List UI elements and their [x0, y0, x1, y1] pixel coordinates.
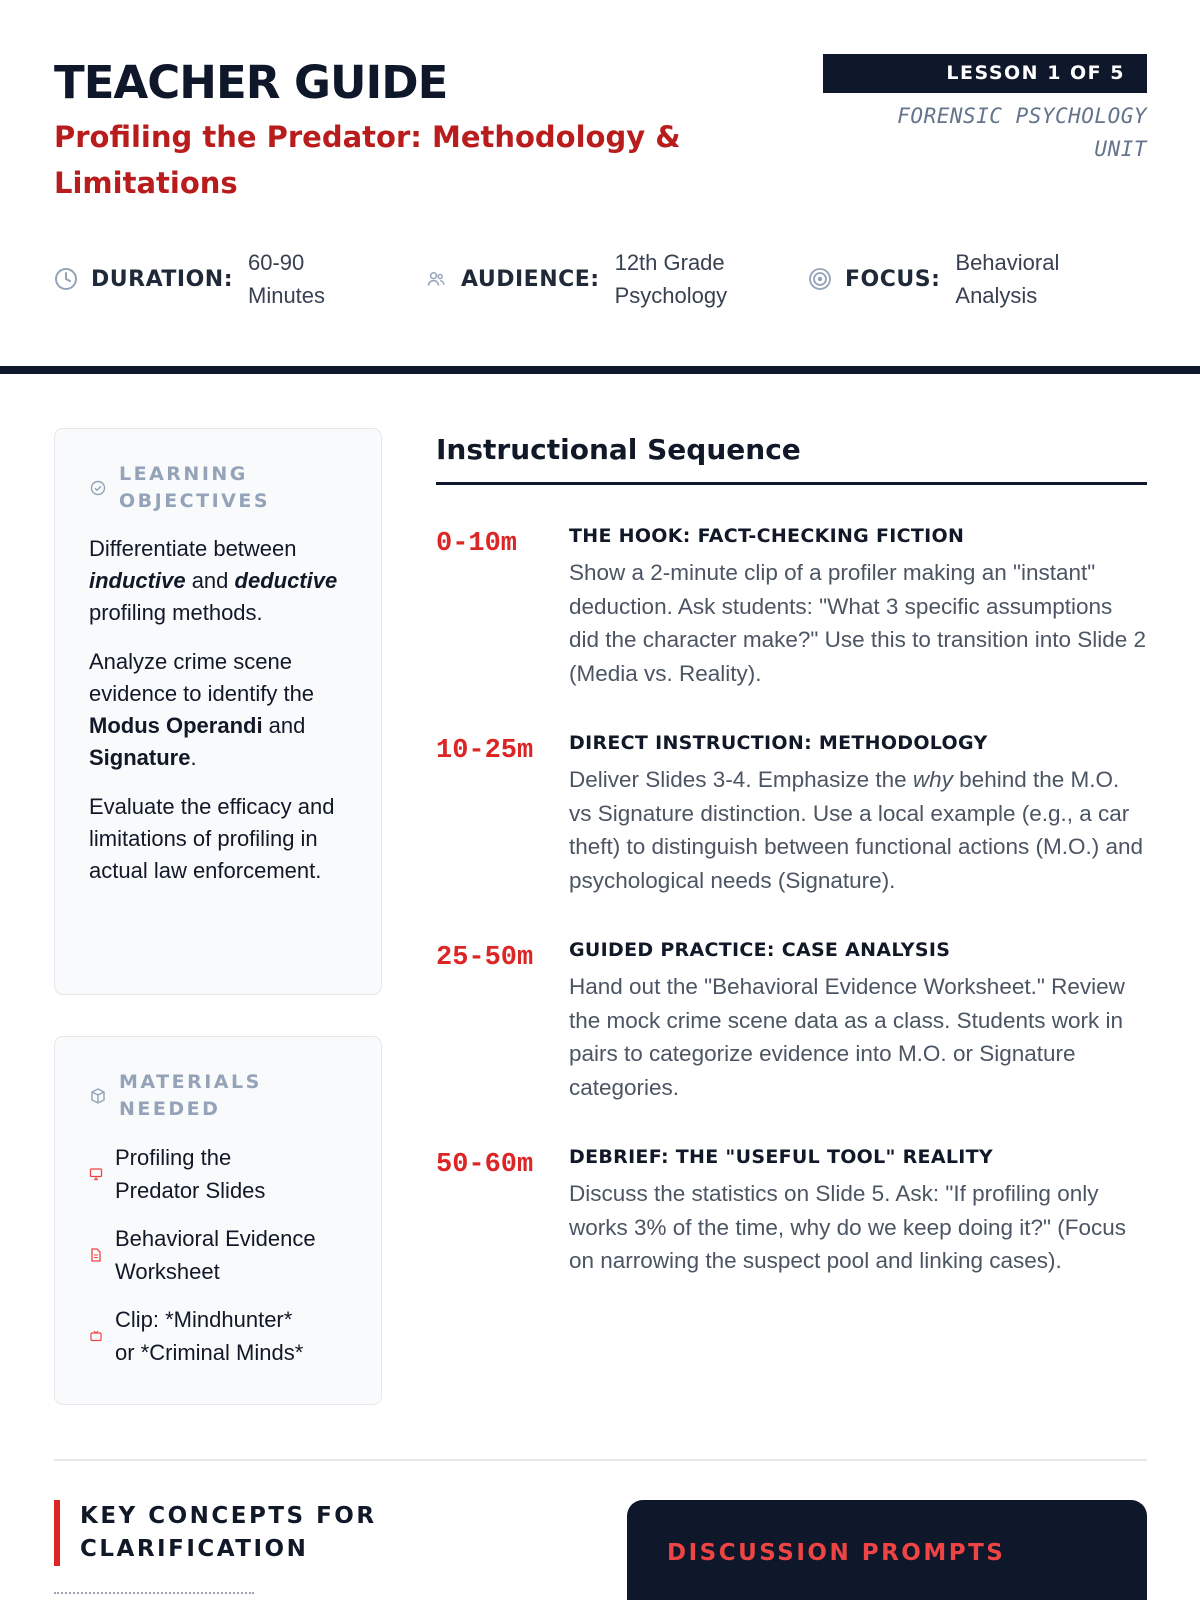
objectives-title-line2: OBJECTIVES: [119, 490, 271, 512]
objective-1-text: Differentiate between: [89, 536, 297, 561]
material-label-line1: Profiling the: [115, 1145, 232, 1170]
term-deductive: deductive: [234, 568, 338, 593]
unit-label-line2: UNIT: [1094, 137, 1147, 161]
meta-duration: [54, 243, 325, 315]
duration-label: DURATION:: [91, 266, 233, 292]
material-label-line1: Behavioral Evidence: [115, 1226, 316, 1251]
document-icon: [89, 1248, 103, 1262]
unit-label-line1: FORENSIC PSYCHOLOGY: [897, 104, 1147, 128]
emphasis-why: why: [912, 767, 953, 792]
audience-label: AUDIENCE:: [461, 266, 600, 292]
box-icon: [89, 1087, 107, 1105]
step-body: [569, 937, 1147, 1104]
step-time: 10-25m: [436, 736, 534, 766]
step-time: 25-50m: [436, 943, 534, 973]
monitor-icon: [89, 1167, 103, 1181]
step-time: 0-10m: [436, 529, 518, 559]
materials-card: [54, 1036, 382, 1405]
material-label-line2: Worksheet: [115, 1259, 220, 1284]
audience-value: [615, 246, 728, 312]
material-item: [89, 1303, 347, 1369]
materials-title-line1: MATERIALS: [119, 1071, 262, 1093]
meta-audience: [424, 243, 727, 315]
focus-value-line1: Behavioral: [955, 250, 1060, 275]
term-inductive: inductive: [89, 568, 186, 593]
material-item: [89, 1141, 347, 1207]
step-description: Discuss the statistics on Slide 5. Ask: "If profiling only works 3% of the time, why do we keep doing it?" (Focus on narrowing the suspect pool and linking cases).: [569, 1181, 1126, 1273]
material-label: [115, 1222, 316, 1288]
learning-objectives-card: [54, 428, 382, 995]
users-icon: [424, 267, 448, 291]
meta-row: [54, 243, 1147, 315]
objectives-title-line1: LEARNING: [119, 463, 248, 485]
material-label-line1: Clip: *Mindhunter*: [115, 1307, 293, 1332]
focus-value: [955, 246, 1059, 312]
discussion-prompts-panel: [627, 1500, 1147, 1600]
step-heading: DIRECT INSTRUCTION: METHODOLOGY: [569, 732, 988, 754]
step-heading: THE HOOK: FACT-CHECKING FICTION: [569, 525, 965, 547]
objective-2: [89, 646, 347, 774]
material-label-line2: Predator Slides: [115, 1178, 266, 1203]
step-description-part: Deliver Slides 3-4. Emphasize the: [569, 767, 913, 792]
materials-title: [119, 1069, 262, 1123]
materials-header: [89, 1069, 347, 1123]
step-body: [569, 1144, 1147, 1278]
key-concepts-heading-line2: CLARIFICATION: [80, 1536, 309, 1562]
step-time: 50-60m: [436, 1150, 534, 1180]
lesson-badge: LESSON 1 OF 5: [823, 54, 1147, 93]
key-concepts-list-start: [54, 1592, 254, 1594]
sequence-title: Instructional Sequence: [436, 428, 1147, 485]
focus-label: FOCUS:: [845, 266, 941, 292]
step-description: Show a 2-minute clip of a profiler making an "instant" deduction. Ask students: "What 3 specific assumptions did the character make?" Use this to transition into Slide 2 (Media vs. Reality).: [569, 560, 1147, 686]
discussion-prompts-title: DISCUSSION PROMPTS: [667, 1540, 1006, 1566]
objective-2-and: and: [262, 713, 306, 738]
material-item: [89, 1222, 347, 1288]
material-label-line2: or *Criminal Minds*: [115, 1340, 304, 1365]
duration-value-line2: Minutes: [248, 283, 326, 308]
objective-1: [89, 533, 347, 629]
objective-3: Evaluate the efficacy and limitations of profiling in actual law enforcement.: [89, 794, 335, 883]
meta-focus: [808, 243, 1059, 315]
page-header: [54, 52, 1147, 206]
tv-icon: [89, 1329, 103, 1343]
target-icon: [808, 267, 832, 291]
step-description: Hand out the "Behavioral Evidence Worksheet." Review the mock crime scene data as a class. Students work in pairs to categorize evidence into M.O. or Signature categories.: [569, 974, 1125, 1100]
audience-value-line2: Psychology: [614, 283, 728, 308]
instructional-sequence: [436, 428, 1147, 1273]
term-modus-operandi: Modus Operandi: [89, 713, 263, 738]
material-label: [115, 1141, 265, 1207]
unit-label: [847, 100, 1147, 166]
check-circle-icon: [89, 479, 107, 497]
step-description: [569, 763, 1147, 897]
step-description-part: behind the M.O. vs Signature distinction. Use a local example (e.g., a car theft) to distinguish between functional actions (M.O.) and psychological needs (Signature).: [569, 767, 1144, 893]
step-heading: DEBRIEF: THE "USEFUL TOOL" REALITY: [569, 1146, 993, 1168]
page-title: TEACHER GUIDE: [54, 56, 448, 109]
audience-value-line1: 12th Grade: [614, 250, 725, 275]
step-body: [569, 730, 1147, 897]
duration-value: [248, 246, 325, 312]
objective-2-text: Analyze crime scene evidence to identify the: [89, 649, 315, 706]
objective-1-end: profiling methods.: [89, 600, 263, 625]
material-label: [115, 1303, 303, 1369]
section-divider: [54, 1459, 1147, 1461]
materials-title-line2: NEEDED: [119, 1098, 221, 1120]
objectives-title: [119, 461, 270, 515]
objectives-header: [89, 461, 347, 515]
step-body: [569, 523, 1147, 690]
header-divider: [0, 366, 1200, 374]
key-concepts-heading: [54, 1500, 414, 1566]
objective-2-end: .: [190, 745, 197, 770]
key-concepts-heading-line1: KEY CONCEPTS FOR: [80, 1503, 377, 1529]
clock-icon: [54, 267, 78, 291]
term-signature: Signature: [89, 745, 191, 770]
focus-value-line2: Analysis: [955, 283, 1038, 308]
objective-1-and: and: [185, 568, 235, 593]
duration-value-line1: 60-90: [248, 250, 305, 275]
lesson-subtitle: Profiling the Predator: Methodology & Limitations: [54, 120, 681, 200]
step-heading: GUIDED PRACTICE: CASE ANALYSIS: [569, 939, 951, 961]
